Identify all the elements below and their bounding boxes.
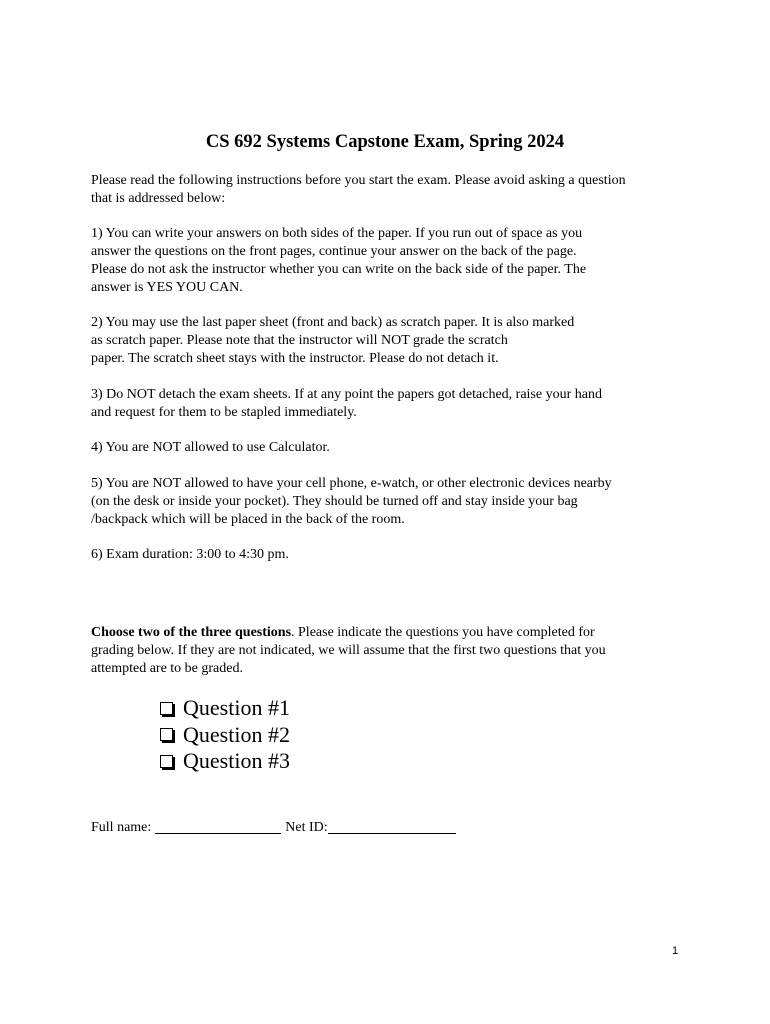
checkbox-icon[interactable] — [160, 728, 173, 741]
question-option-2[interactable] — [160, 722, 290, 749]
question-option-3[interactable] — [160, 748, 290, 775]
full-name-label: Full name: — [91, 820, 152, 835]
instruction-line: as scratch paper. Please note that the instructor will NOT grade the scratch — [91, 333, 508, 348]
instruction-line: answer is YES YOU CAN. — [91, 280, 243, 295]
question-label: Question #3 — [183, 748, 290, 774]
choose-line — [91, 624, 691, 642]
choose-line: grading below. If they are not indicated, we will assume that the first two questions that you — [91, 643, 606, 658]
choose-questions-paragraph — [91, 624, 691, 678]
instruction-line: 6) Exam duration: 3:00 to 4:30 pm. — [91, 547, 289, 562]
question-checklist — [160, 695, 290, 775]
instruction-line: Please do not ask the instructor whether you can write on the back side of the paper. The — [91, 262, 587, 277]
instruction-line: 3) Do NOT detach the exam sheets. If at any point the papers got detached, raise your hand — [91, 387, 602, 402]
instruction-line: 4) You are NOT allowed to use Calculator. — [91, 440, 330, 455]
instruction-4 — [91, 439, 691, 457]
intro-line: that is addressed below: — [91, 191, 226, 206]
instruction-line: 5) You are NOT allowed to have your cell phone, e-watch, or other electronic devices nearby — [91, 476, 612, 491]
choose-line: attempted are to be graded. — [91, 661, 243, 676]
question-label: Question #1 — [183, 695, 290, 721]
instruction-5 — [91, 475, 691, 529]
instruction-6 — [91, 546, 691, 564]
instruction-line: /backpack which will be placed in the back of the room. — [91, 512, 405, 527]
net-id-blank[interactable] — [328, 819, 456, 834]
instruction-line: answer the questions on the front pages, continue your answer on the back of the page. — [91, 244, 577, 259]
intro-paragraph — [91, 172, 691, 208]
choose-bold-text: Choose two of the three questions — [91, 625, 292, 640]
instruction-line: 1) You can write your answers on both sides of the paper. If you run out of space as you — [91, 226, 583, 241]
net-id-label: Net ID: — [285, 820, 328, 835]
page-number: 1 — [672, 945, 679, 957]
instruction-3 — [91, 386, 691, 422]
question-label: Question #2 — [183, 721, 290, 747]
full-name-blank[interactable] — [155, 819, 281, 834]
instruction-1 — [91, 225, 691, 297]
choose-line-rest: . Please indicate the questions you have completed for — [291, 625, 595, 640]
checkbox-icon[interactable] — [160, 702, 173, 715]
page-title: CS 692 Systems Capstone Exam, Spring 2024 — [205, 132, 565, 152]
question-option-1[interactable] — [160, 695, 290, 722]
instruction-line: 2) You may use the last paper sheet (front and back) as scratch paper. It is also marked — [91, 315, 575, 330]
instruction-line: and request for them to be stapled immediately. — [91, 405, 357, 420]
checkbox-icon[interactable] — [160, 755, 173, 768]
instruction-line: (on the desk or inside your pocket). They should be turned off and stay inside your bag — [91, 494, 578, 509]
intro-line: Please read the following instructions before you start the exam. Please avoid asking a question — [91, 173, 626, 188]
instruction-2 — [91, 314, 691, 368]
student-info-row — [91, 819, 460, 837]
instruction-line: paper. The scratch sheet stays with the instructor. Please do not detach it. — [91, 351, 499, 366]
